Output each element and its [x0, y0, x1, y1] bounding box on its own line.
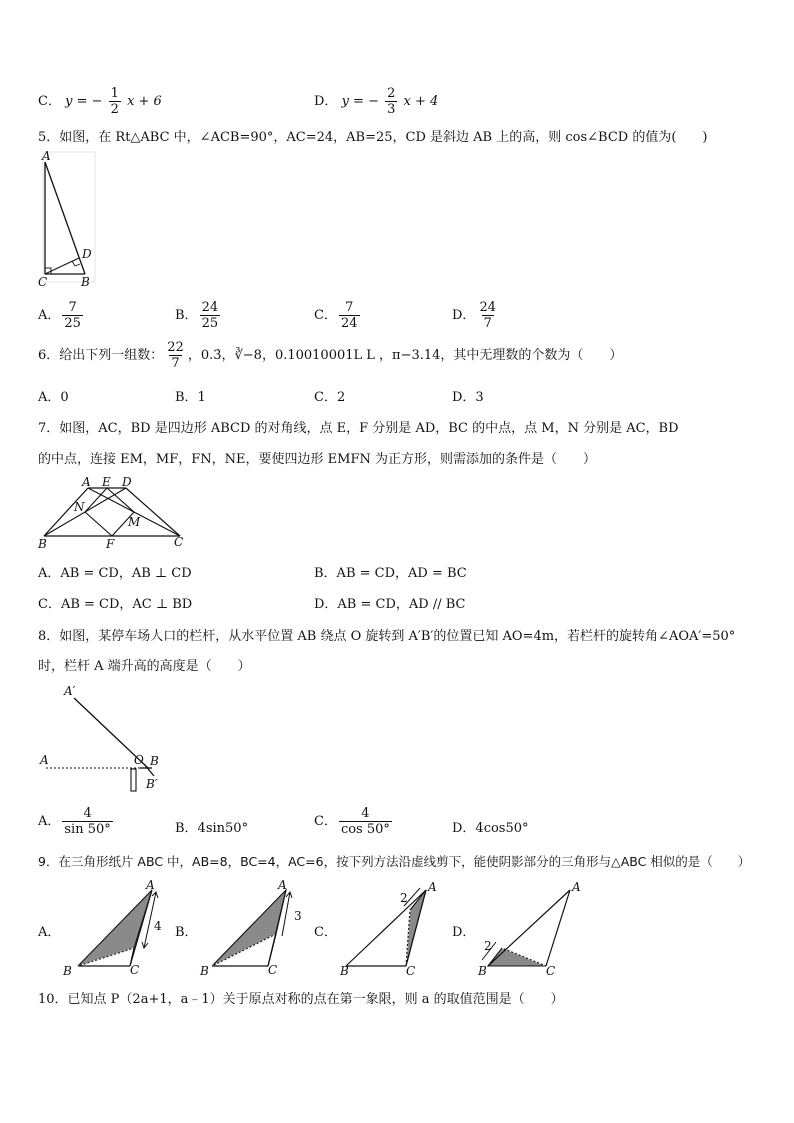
q8-option-d[interactable]: D．4cos50° [452, 821, 529, 836]
q7-option-d[interactable]: D．AB = CD，AD // BC [314, 597, 466, 612]
label-a: A [146, 878, 155, 892]
q5-option-a[interactable]: A． $\frac{7}{25}$ [38, 300, 81, 331]
q6-stem: 6．给出下列一组数： $\frac{22}{7}$ ，0.3̇，∛−8，0.10010001L L ，π−3.14，其中无理数的个数为（ ） [38, 340, 623, 371]
q7-option-a[interactable]: A．AB = CD，AB ⊥ CD [38, 566, 192, 581]
q9-figure-c [336, 876, 446, 980]
q6-option-a[interactable]: A．0 [38, 390, 69, 405]
fraction: $\frac{7}{25}$ [64, 300, 81, 331]
label-c: C [174, 535, 184, 549]
q8-stem-line1: 8．如图，某停车场人口的栏杆，从水平位置 AB 绕点 O 旋转到 A′B′的位置已知 AO=4m，若栏杆的旋转角∠AOA′=50° [38, 629, 736, 644]
q7-stem-line2: 的中点，连接 EM，MF，FN，NE，要使四边形 EMFN 为正方形，则需添加的条件是（ ） [38, 452, 596, 467]
fraction: $\frac{7}{24}$ [340, 300, 358, 331]
q4-option-c[interactable]: C． y = − $\frac{1}{2}$ x + 6 [38, 86, 162, 117]
q9-option-d[interactable]: D． [452, 925, 476, 940]
label-o: O [134, 753, 144, 767]
fraction: $\frac{1}{2}$ [110, 86, 119, 117]
q5-option-b[interactable]: B． $\frac{24}{25}$ [175, 300, 219, 331]
q9-stem: 9．在三角形纸片 ABC 中，AB=8，BC=4，AC=6，按下列方法沿虚线剪下，能使阴影部分的三角形与△ABC 相似的是（ ） [38, 854, 751, 869]
q4-option-d[interactable]: D． y = − $\frac{2}{3}$ x + 4 [314, 86, 439, 117]
q9-option-c[interactable]: C． [314, 925, 337, 940]
q5-option-c[interactable]: C． $\frac{7}{24}$ [314, 300, 358, 331]
q8-figure [36, 680, 176, 796]
q9-figure-b [198, 876, 308, 980]
label-a: A [278, 878, 287, 892]
q9-option-a[interactable]: A． [38, 925, 61, 940]
fraction: $\frac{4}{\cos 50^\circ}$ [340, 806, 390, 837]
q8-option-a[interactable]: A． $\frac{4}{\sin 50^\circ}$ [38, 806, 111, 837]
q5-option-d[interactable]: D． $\frac{24}{7}$ [452, 300, 496, 331]
label-b: B [340, 964, 349, 978]
q5-stem: 5．如图，在 Rt△ABC 中，∠ACB=90°，AC=24，AB=25，CD 是斜边 AB 上的高，则 cos∠BCD 的值为( ) [38, 130, 708, 145]
fraction: $\frac{2}{3}$ [387, 86, 396, 117]
q7-figure [36, 474, 196, 550]
label-a-prime: A′ [64, 684, 76, 698]
label-c: C [546, 964, 556, 978]
label-b: B [478, 964, 487, 978]
q5-figure [34, 148, 104, 292]
fraction: $\frac{22}{7}$ [167, 340, 184, 371]
q6-option-b[interactable]: B．1 [175, 390, 206, 405]
fraction: $\frac{24}{7}$ [479, 300, 496, 331]
label-n: N [74, 500, 85, 514]
dim-label: 2 [484, 939, 492, 953]
dim-label: 2 [400, 891, 408, 905]
label-m: M [128, 515, 141, 529]
label-a: A [42, 149, 51, 163]
q7-option-c[interactable]: C．AB = CD，AC ⊥ BD [38, 597, 193, 612]
label-b: B [63, 964, 72, 978]
label-a: A [428, 880, 437, 894]
fraction: $\frac{4}{\sin 50^\circ}$ [64, 806, 111, 837]
q9-figure-d [474, 876, 594, 980]
label-d: D [122, 475, 132, 489]
label-c: C [406, 964, 416, 978]
label-c: C [38, 275, 48, 289]
label-d: D [82, 247, 92, 261]
dim-label: 3 [294, 909, 302, 923]
q9-option-b[interactable]: B． [175, 925, 198, 940]
q8-option-c[interactable]: C． $\frac{4}{\cos 50^\circ}$ [314, 806, 390, 837]
label-a: A [40, 753, 49, 767]
label-b: B [81, 275, 90, 289]
label-e: E [102, 475, 111, 489]
dim-label: 4 [154, 919, 162, 933]
label-b: B [200, 964, 209, 978]
q10-stem: 10．已知点 P（2a+1，a﹣1）关于原点对称的点在第一象限，则 a 的取值范围是（ ） [38, 992, 564, 1007]
label-c: C [130, 963, 140, 977]
label-a: A [572, 880, 581, 894]
q7-stem-line1: 7．如图，AC，BD 是四边形 ABCD 的对角线，点 E，F 分别是 AD，BC 的中点，点 M，N 分别是 AC，BD [38, 421, 679, 436]
label-b: B [150, 754, 159, 768]
q6-option-d[interactable]: D．3 [452, 390, 484, 405]
label-f: F [106, 537, 115, 550]
label-a: A [82, 475, 91, 489]
q8-stem-line2: 时，栏杆 A 端升高的高度是（ ） [38, 659, 251, 674]
q8-option-b[interactable]: B．4sin50° [175, 821, 249, 836]
label-b-prime: B′ [146, 777, 158, 791]
q6-option-c[interactable]: C．2 [314, 390, 346, 405]
label-b: B [38, 537, 47, 550]
q9-figure-a [60, 876, 170, 980]
label-c: C [268, 963, 278, 977]
fraction: $\frac{24}{25}$ [201, 300, 219, 331]
q7-option-b[interactable]: B．AB = CD，AD = BC [314, 566, 467, 581]
